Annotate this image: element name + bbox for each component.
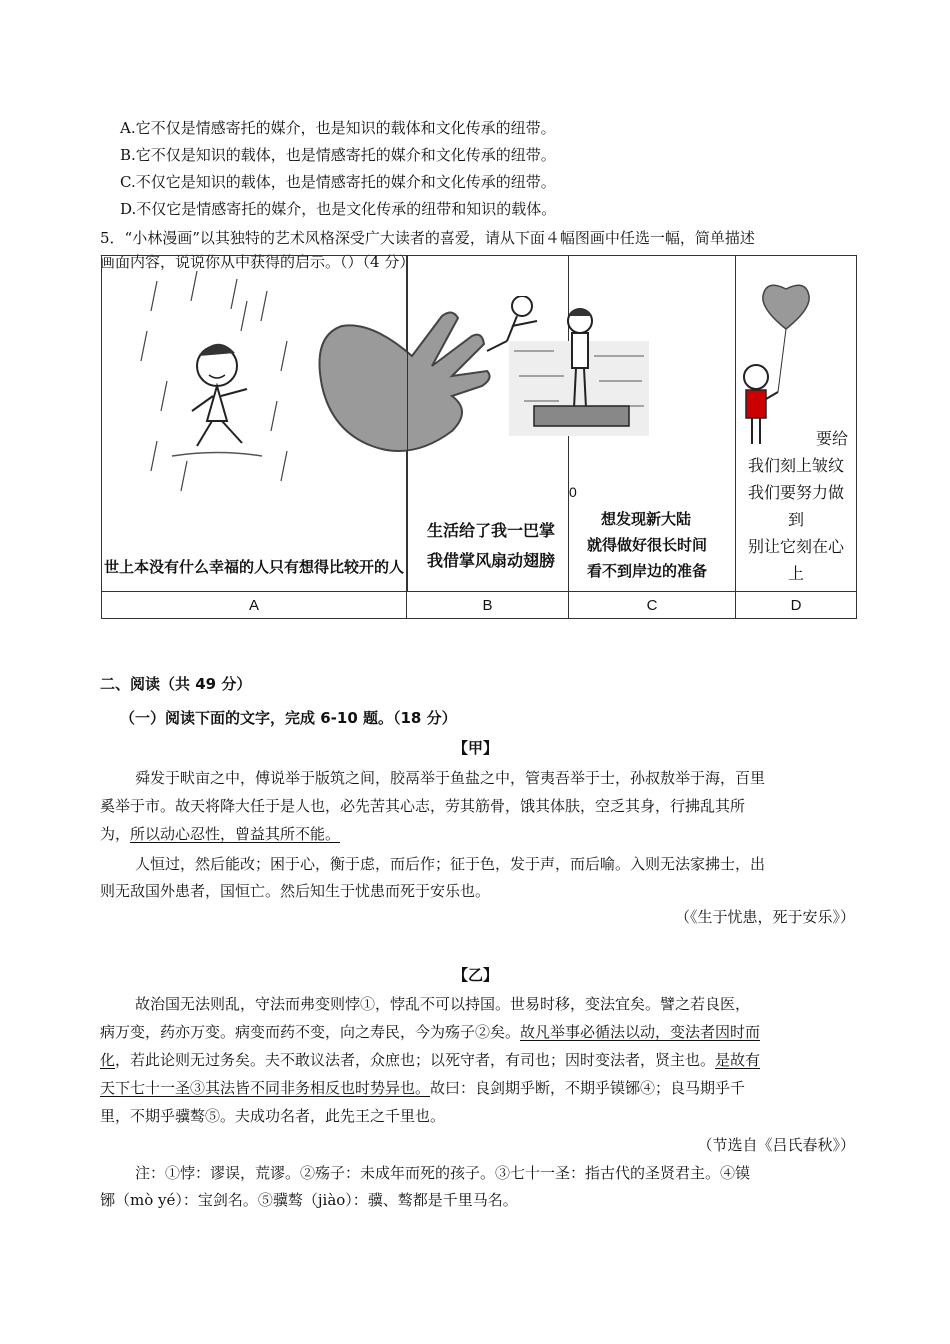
comic-label-c: C — [569, 592, 736, 619]
yi-underlined-sentence-1: 故凡举事必循法以动，变法者因时而 — [520, 1023, 761, 1041]
comic-d-text-line6: 上 — [787, 564, 804, 583]
option-c: C.不仅它是知识的载体，也是情感寄托的媒介和文化传承的纽带。 — [120, 173, 556, 191]
question-5-line2: 画面内容，说说你从中获得的启示。（）（4 分） — [100, 253, 415, 271]
jia-p2-line2: 则无敌国外患者，国恒亡。然后知生于忧患而死于安乐也。 — [100, 882, 491, 900]
comic-d-text-line4: 到 — [787, 510, 804, 529]
comic-cell-c — [569, 256, 736, 592]
yi-source: （节选自《吕氏春秋》） — [697, 1136, 855, 1154]
yi-note-line2: 铘（mò yé）：宝剑名。⑤骥骜（jiào）：骥、骜都是千里马名。 — [100, 1191, 518, 1209]
option-b: B.它不仅是知识的载体，也是情感寄托的媒介和文化传承的纽带。 — [120, 146, 556, 164]
comic-label-b: B — [407, 592, 569, 619]
comic-d-text-line5: 别让它刻在心 — [747, 537, 844, 556]
yi-line4: 天下七十一圣③其法皆不同非务相反也时势异也。故曰：良剑期乎断，不期乎镆铘④；良马期乎千 — [100, 1079, 746, 1097]
comic-label-a: A — [102, 592, 407, 619]
yi-line5: 里，不期乎骥骜⑤。夫成功名者，此先王之千里也。 — [100, 1107, 446, 1125]
comic-a-caption: 世上本没有什么幸福的人只有想得比较开的人 — [104, 558, 405, 576]
yi-heading: 【乙】 — [453, 966, 499, 984]
comic-d-text-line3: 我们要努力做 — [747, 483, 844, 502]
jia-p1-line3: 为，所以动心忍性，曾益其所不能。 — [100, 825, 341, 843]
yi-line3: 化，若此论则无过务矣。夫不敢议法者，众庶也；以死守者，有司也；因时变法者，贤主也。是故有 — [100, 1051, 761, 1069]
jia-heading: 【甲】 — [453, 739, 499, 757]
comic-c-caption-line2: 就得做好很长时间 — [587, 536, 708, 554]
comic-c-raft-illustration — [504, 296, 654, 446]
yi-note-line1: 注：①悖：谬误，荒谬。②殇子：未成年而死的孩子。③七十一圣：指古代的圣贤君主。④镆 — [135, 1164, 751, 1182]
yi-line1: 故治国无法则乱，守法而弗变则悖①，悖乱不可以持国。世易时移，变法宜矣。譬之若良医， — [135, 995, 751, 1013]
question-5-line1: 5．“小林漫画”以其独特的艺术风格深受广大读者的喜爱，请从下面４幅图画中任选一幅，简单描述 — [100, 229, 755, 247]
comic-cell-d — [736, 256, 857, 592]
comic-c-caption-line3: 看不到岸边的准备 — [587, 562, 708, 580]
comic-c-caption-line1: 想发现新大陆 — [601, 510, 692, 528]
section-2-sub1: （一）阅读下面的文字，完成 6-10 题。（18 分） — [120, 709, 457, 727]
comic-label-d: D — [736, 592, 857, 619]
comic-d-text-line2: 我们刻上皱纹 — [747, 456, 844, 475]
comic-cell-a — [102, 256, 407, 592]
jia-p1-line1: 舜发于畎亩之中，傅说举于版筑之间，胶鬲举于鱼盐之中，管夷吾举于士，孙叔敖举于海，百里 — [135, 769, 766, 787]
comic-c-zero: 0 — [569, 484, 577, 500]
jia-p1-line2: 奚举于市。故天将降大任于是人也，必先苦其心志，劳其筋骨，饿其体肤，空乏其身，行拂乱其所 — [100, 797, 746, 815]
jia-source: （《生于忧患，死于安乐》） — [674, 908, 855, 926]
jia-p2-line1: 人恒过，然后能改；困于心，衡于虑，而后作；征于色，发于声，而后喻。入则无法家拂士，出 — [135, 855, 766, 873]
comic-d-balloon-illustration — [716, 274, 837, 449]
comic-table — [101, 255, 857, 619]
section-2-title: 二、阅读（共 49 分） — [100, 675, 252, 693]
yi-underlined-sentence-2: 是故有 — [715, 1051, 761, 1069]
option-a: A.它不仅是情感寄托的媒介，也是知识的载体和文化传承的纽带。 — [120, 119, 556, 137]
jia-underlined-sentence: 所以动心忍性，曾益其所不能。 — [130, 825, 341, 843]
comic-d-text-line1: 要给 — [815, 429, 848, 448]
comic-b-caption-line1: 生活给了我一巴掌 — [427, 521, 556, 540]
option-d: D.不仅它是情感寄托的媒介，也是文化传承的纽带和知识的载体。 — [120, 200, 557, 218]
comic-b-caption-line2: 我借掌风扇动翅膀 — [427, 551, 556, 570]
yi-line2: 病万变，药亦万变。病变而药不变，向之寿民，今为殇子②矣。故凡举事必循法以动，变法者因时而 — [100, 1023, 761, 1041]
